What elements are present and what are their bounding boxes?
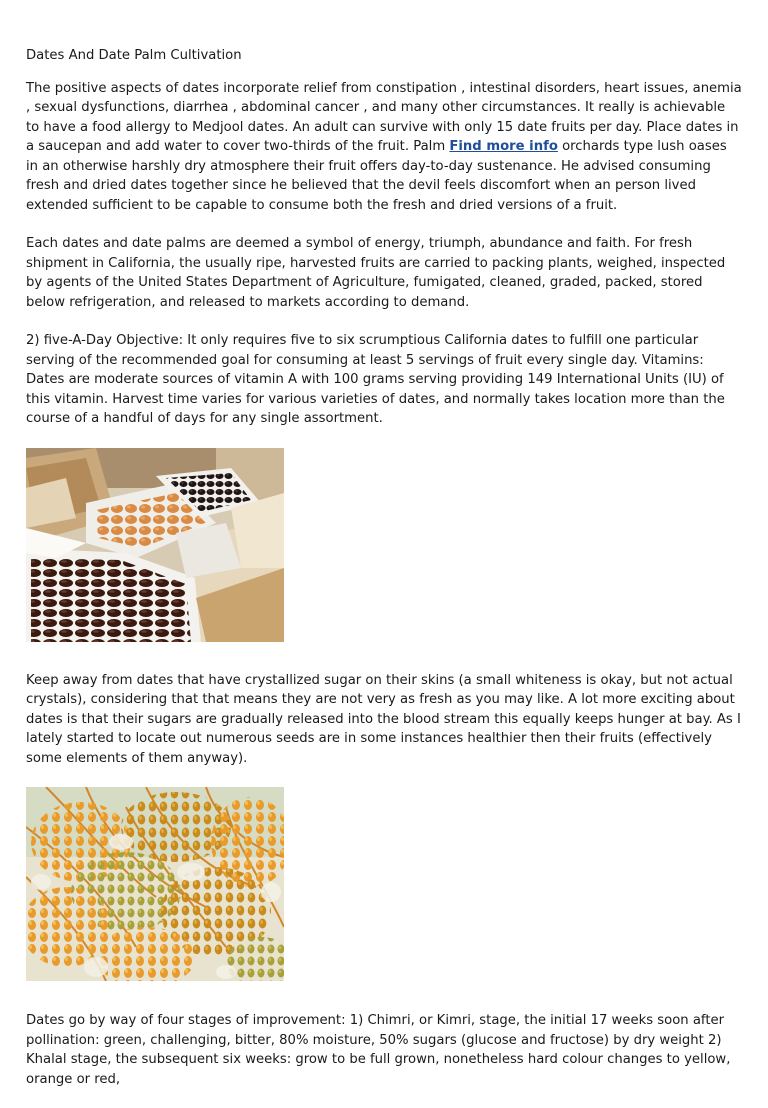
paragraph-5: Dates go by way of four stages of improvement: 1) Chimri, or Kimri, stage, the initial 17 weeks soon after pollination: green, challenging, bitter, 80% moisture, 50% sugars (glucose and fructose) by dry weight 2) Khalal stage, the subsequent six weeks: grow to be full grown, nonetheless hard colour changes to yellow, orange or red, <box>26 1013 731 1087</box>
document-page <box>26 46 742 1108</box>
document-title: Dates And Date Palm Cultivation <box>26 48 242 63</box>
find-more-info-link[interactable]: Find more info <box>449 139 558 154</box>
paragraph-4: Keep away from dates that have crystallized sugar on their skins (a small whiteness is okay, but not actual crystals), considering that that means they are not very as fresh as you may like. A lot more exciting about dates is that their sugars are gradually released into the blood stream this equally keeps hunger at bay. As I lately started to locate out numerous seeds are in some instances healthier then their fruits (effectively some elements of them anyway). <box>26 672 741 766</box>
paragraph-1 <box>26 79 742 216</box>
paragraph-1-text-a: The positive aspects of dates incorporate relief from constipation , intestinal disorders, heart issues, anemia , sexual dysfunctions, diarrhea , abdominal cancer , and many other circumstances. It really is achievable to have a food allergy to Medjool dates. An adult can survive with only 15 date fruits per day. Place dates in a saucepan and add water to cover two-thirds of the fruit. Palm <box>26 80 742 154</box>
paragraph-1-text-b: orchards type lush oases in an otherwise harshly dry atmosphere their fruit offers day-to-day sustenance. He advised consuming fresh and dried dates together since he believed that the devil feels discomfort when an person lived extended sufficient to be capable to consume both the fresh and dried versions of a fruit. <box>26 139 727 213</box>
date-palm-fruit-photo <box>26 787 284 981</box>
paragraph-3: 2) five-A-Day Objective: It only requires five to six scrumptious California dates to fulfill one particular serving of the recommended goal for consuming at least 5 servings of fruit every single day. Vitamins: Dates are moderate sources of vitamin A with 100 grams serving providing 149 International Units (IU) of this vitamin. Harvest time varies for various varieties of dates, and normally takes location more than the course of a handful of days for any single assortment. <box>26 333 725 426</box>
dried-dates-market-photo <box>26 448 284 642</box>
paragraph-2: Each dates and date palms are deemed a symbol of energy, triumph, abundance and faith. For fresh shipment in California, the usually ripe, harvested fruits are carried to packing plants, weighed, inspected by agents of the United States Department of Agriculture, fumigated, cleaned, graded, packed, stored below refrigeration, and released to markets according to demand. <box>26 236 726 310</box>
